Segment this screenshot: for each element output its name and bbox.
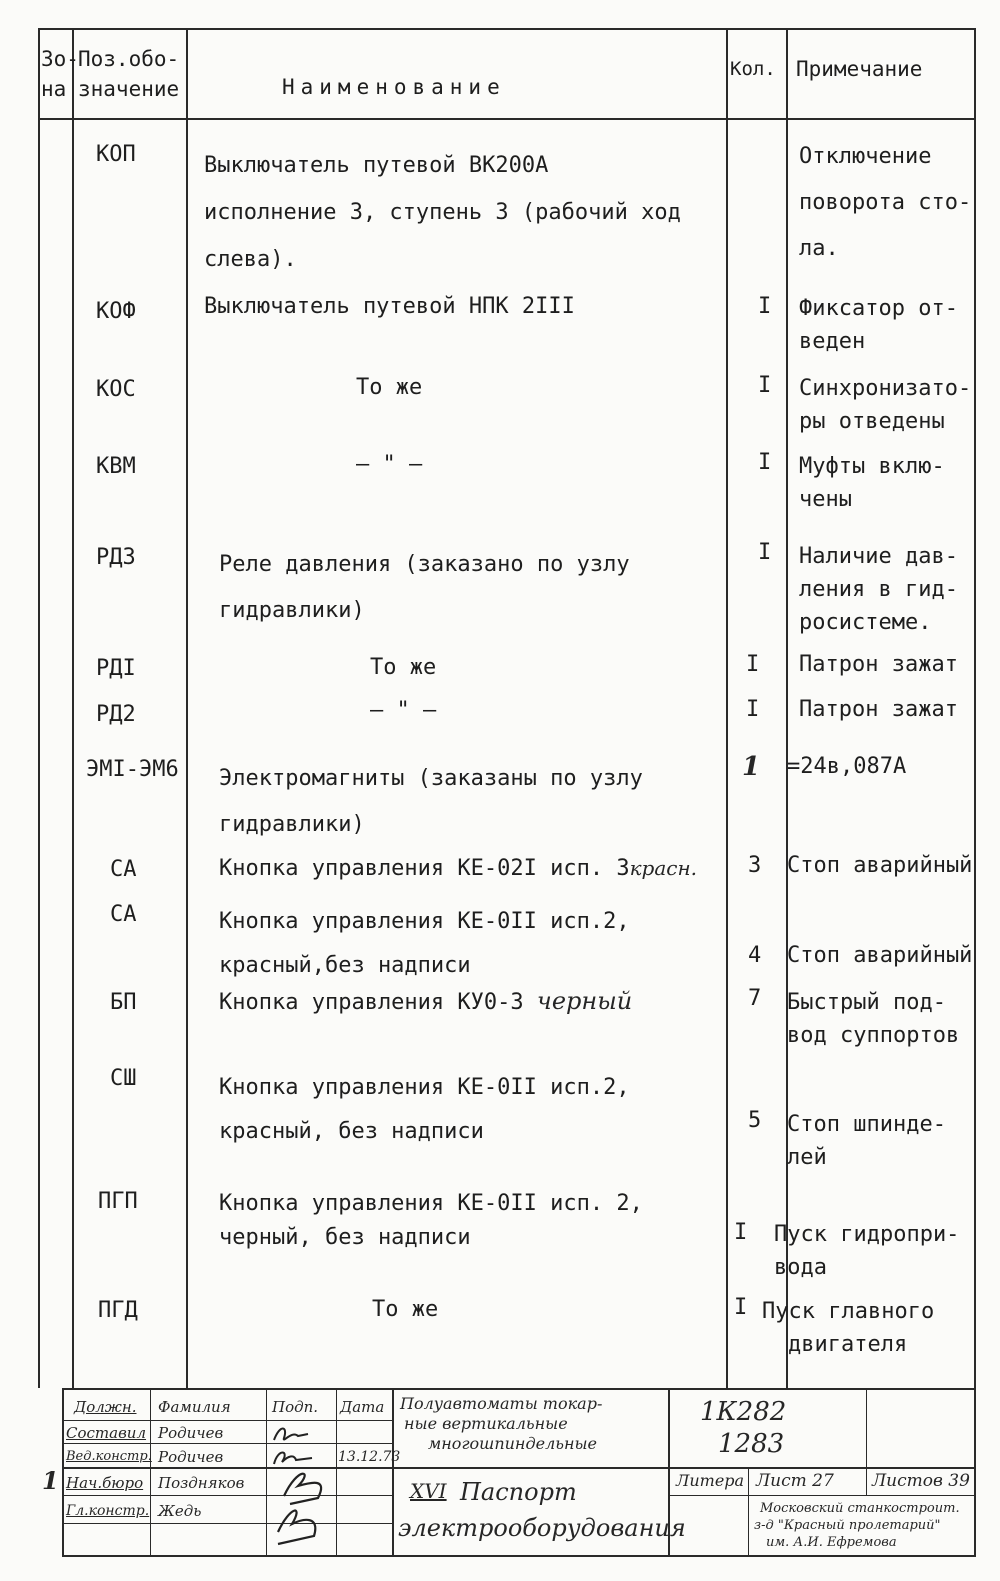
stamp-doc-title: Паспорт электрооборудования: [398, 1478, 686, 1542]
row-note: Патрон зажат: [799, 697, 958, 722]
row-qty: 4: [748, 943, 762, 968]
frame-top: [38, 28, 976, 30]
row-qty: I: [758, 294, 772, 319]
col-zone-divider: [72, 28, 74, 1388]
row-name: Электромагниты (заказаны по узлу гидравлики): [219, 766, 643, 837]
stamp-litera: Литера: [676, 1471, 745, 1490]
row-name: Кнопка управления КЕ-0II исп.2, красный,без надписи: [219, 909, 630, 978]
row-note: Стоп аварийный: [787, 853, 973, 878]
header-quantity: Кол.: [730, 58, 776, 80]
stamp-doc-number: XVI: [410, 1479, 447, 1503]
frame-left: [38, 28, 40, 1388]
row-qty: I: [758, 540, 772, 565]
row-pos: ПГП: [98, 1189, 138, 1214]
stamp-col-line: [266, 1388, 267, 1556]
row-name: Выключатель путевой НПК 2III: [204, 294, 575, 319]
stamp-role: Гл.констр.: [66, 1503, 150, 1519]
stamp-surname: Родичев: [158, 1424, 224, 1442]
row-qty: I: [734, 1220, 748, 1245]
stamp-surname: Жедь: [158, 1502, 202, 1520]
row-qty: I: [746, 697, 760, 722]
stamp-sheet: Лист 27: [756, 1471, 834, 1491]
row-note: Отключение поворота сто- ла.: [799, 144, 972, 261]
row-note: Муфты вклю- чены: [799, 454, 945, 512]
row-pos: РДЗ: [96, 545, 136, 570]
signature-1: [274, 1429, 308, 1441]
row-qty: 7: [748, 986, 762, 1011]
stamp-header-date: Дата: [340, 1398, 385, 1416]
row-pos: СА: [110, 857, 137, 882]
stamp-row-line: [62, 1420, 392, 1421]
stamp-col-line: [336, 1388, 337, 1556]
stamp-left: [62, 1388, 64, 1556]
stamp-role: Вед.констр.: [66, 1449, 152, 1464]
stamp-row-line: [668, 1495, 974, 1496]
stamp-row-line: [62, 1467, 974, 1469]
row-name: Реле давления (заказано по узлу гидравлики): [219, 552, 630, 623]
signature-4: [278, 1511, 315, 1544]
row-note: Патрон зажат: [799, 652, 958, 677]
row-pos: РД2: [96, 702, 136, 727]
header-position: Поз.обо- значение: [78, 47, 180, 101]
row-name: То же: [370, 655, 437, 680]
row-pos: КВМ: [96, 454, 136, 479]
handwritten-note: черный: [536, 987, 633, 1015]
row-pos: КОФ: [96, 299, 136, 324]
row-name: Кнопка управления КЕ-0II исп.2, красный, без надписи: [219, 1075, 630, 1144]
stamp-role: Нач.бюро: [66, 1474, 144, 1492]
stamp-top: [62, 1388, 976, 1390]
stamp-product: Полуавтоматы токар- ные вертикальные многошпиндельные: [400, 1394, 603, 1453]
signature-2: [274, 1453, 312, 1465]
row-pos: ПГД: [98, 1298, 138, 1323]
signature-3: [284, 1474, 321, 1504]
row-note: Пуск главного двигателя: [762, 1299, 935, 1357]
col-qty-divider: [786, 28, 788, 1388]
stamp-organization: Московский станкостроит. з-д "Красный пролетарий" им. А.И. Ефремова: [754, 1501, 960, 1550]
row-note: =24в,087А: [787, 754, 907, 779]
stamp-role: Составил: [66, 1424, 147, 1442]
row-note: Быстрый под- вод суппортов: [787, 990, 960, 1048]
row-pos: РДI: [96, 656, 136, 681]
stamp-col-line: [866, 1388, 867, 1496]
row-note: Стоп шпинде- лей: [787, 1112, 946, 1170]
frame-right: [974, 28, 976, 1388]
stamp-col-line: [748, 1467, 749, 1556]
row-note: Стоп аварийный: [787, 943, 973, 968]
row-qty: I: [758, 450, 772, 475]
stamp-col-line: [150, 1388, 151, 1556]
row-note: Пуск гидропри- вода: [774, 1222, 960, 1280]
stamp-sheets: Листов 39: [872, 1471, 970, 1491]
margin-mark: 1: [42, 1466, 59, 1495]
row-note: Фиксатор от- веден: [799, 296, 958, 354]
stamp-surname: Родичев: [158, 1448, 224, 1466]
row-note: Наличие дав- ления в гид- росистеме.: [799, 544, 958, 635]
stamp-surname: Поздняков: [158, 1474, 245, 1492]
stamp-bottom: [62, 1555, 976, 1557]
header-name: Наименование: [282, 75, 506, 99]
stamp-header-role: Должн.: [74, 1398, 137, 1416]
row-qty: I: [746, 652, 760, 677]
row-pos: СШ: [110, 1066, 137, 1091]
stamp-date: 13.12.73: [338, 1449, 401, 1465]
stamp-header-surname: Фамилия: [158, 1398, 231, 1416]
stamp-header-sign: Подп.: [272, 1398, 319, 1416]
stamp-right: [974, 1388, 976, 1556]
row-name: – " –: [356, 452, 423, 477]
row-qty: 3: [748, 853, 762, 878]
signature-scribbles: [268, 1420, 336, 1556]
row-pos: КОС: [96, 377, 136, 402]
row-name: То же: [372, 1297, 439, 1322]
row-name: Кнопка управления КЕ-02I исп. 3красн.: [219, 856, 698, 881]
col-pos-divider: [186, 28, 188, 1388]
row-pos: ЭМI-ЭМ6: [86, 757, 179, 782]
stamp-row-line: [62, 1495, 392, 1496]
row-pos: БП: [110, 990, 137, 1015]
row-pos: КОП: [96, 142, 136, 167]
stamp-col-line: [392, 1388, 394, 1556]
row-pos: СА: [110, 902, 137, 927]
row-qty: I: [734, 1295, 748, 1320]
header-bottom-line: [38, 118, 976, 120]
header-zone: Зо- на: [41, 47, 79, 101]
stamp-row-line: [62, 1523, 392, 1524]
row-note: Синхронизато- ры отведены: [799, 376, 972, 434]
row-name: – " –: [370, 698, 437, 723]
row-name: Выключатель путевой ВК200А исполнение 3, ступень 3 (рабочий ход слева).: [204, 153, 681, 272]
stamp-model: 1К282 1283: [700, 1397, 787, 1459]
row-qty: I: [758, 373, 772, 398]
col-name-divider: [726, 28, 728, 1388]
row-qty: 1: [742, 752, 761, 782]
header-note: Примечание: [796, 57, 923, 81]
row-name: Кнопка управления КУ0-3 черный: [219, 987, 633, 1015]
stamp-row-line: [62, 1443, 392, 1444]
handwritten-note: красн.: [629, 856, 698, 880]
row-qty: 5: [748, 1108, 762, 1133]
row-name: Кнопка управления КЕ-0II исп. 2, черный, без надписи: [219, 1191, 643, 1250]
row-name: То же: [356, 375, 423, 400]
